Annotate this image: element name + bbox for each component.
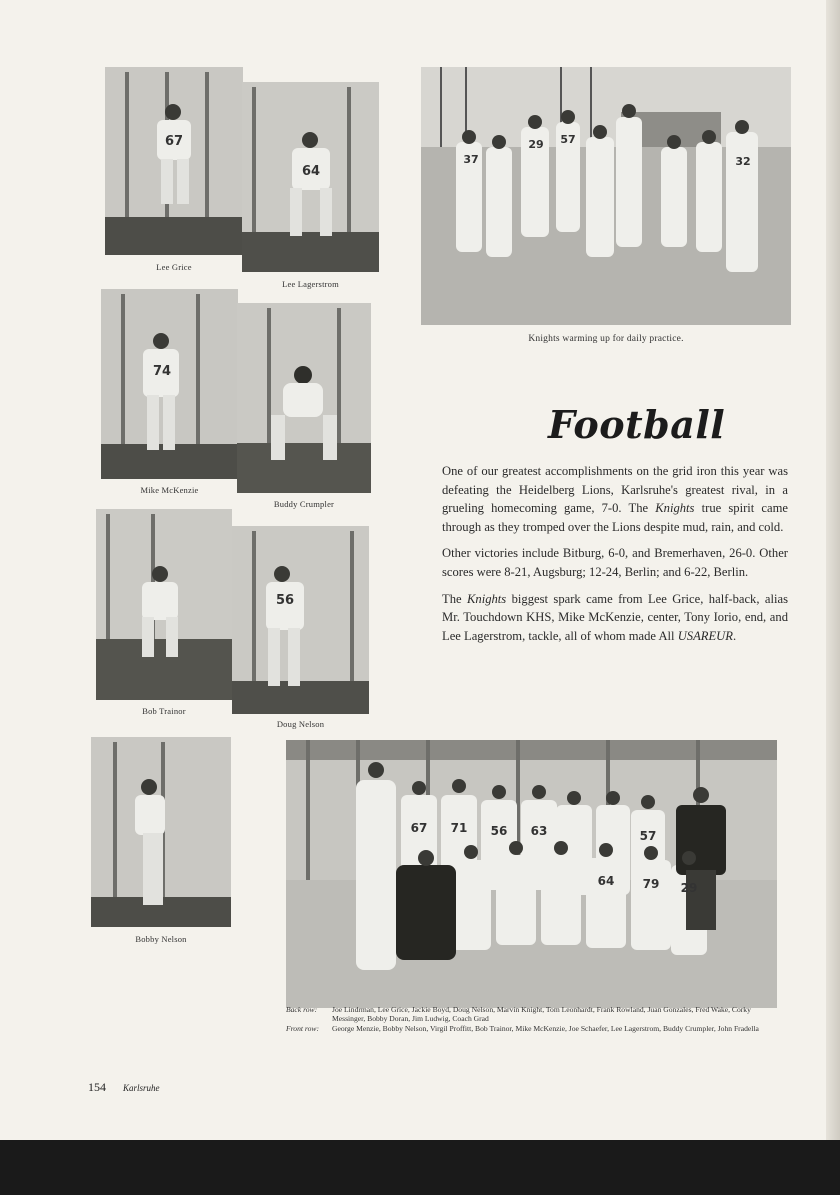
roster-front-names: George Menzie, Bobby Nelson, Virgil Proffitt, Bob Trainor, Mike McKenzie, Joe Schaefer, Lee Lagerstrom, Buddy Crumpler, John Fradella: [332, 1023, 759, 1033]
roster-front-row: [286, 1024, 766, 1033]
page-number: 154: [88, 1080, 106, 1094]
photo-buddy-crumpler: [237, 303, 371, 493]
article-title: Football: [548, 402, 726, 447]
team-roster-caption: [286, 1005, 766, 1033]
photo-knights-warmup: [421, 67, 791, 325]
player-figure: [232, 526, 369, 714]
photo-doug-nelson: [232, 526, 369, 714]
jersey-number: 79: [642, 877, 660, 891]
player-figure: [91, 737, 231, 927]
jersey-number: 32: [735, 155, 751, 168]
jersey-number: 29: [680, 881, 698, 895]
page-footer: [88, 1080, 160, 1095]
jersey-number: 64: [301, 164, 321, 179]
photo-mike-mckenzie: [101, 289, 238, 479]
jersey-number: 64: [597, 874, 615, 888]
caption-lee-grice: Lee Grice: [156, 262, 192, 272]
caption-lee-lagerstrom: Lee Lagerstrom: [282, 279, 339, 289]
roster-front-label: Front row:: [286, 1023, 319, 1033]
roster-back-row: [286, 1005, 766, 1024]
caption-knights-warmup: Knights warming up for daily practice.: [528, 334, 684, 344]
jersey-number: 67: [410, 821, 428, 835]
caption-bob-trainor: Bob Trainor: [142, 706, 186, 716]
roster-back-label: Back row:: [286, 1005, 318, 1014]
caption-buddy-crumpler: Buddy Crumpler: [273, 499, 335, 509]
roster-back-names: Joe Lindrman, Lee Grice, Jackie Boyd, Doug Nelson, Marvin Knight, Tom Leonhardt, Frank Rowland, Juan Gonzales, Fred Wake, Corky Messinger, Bobby Doran, Jim Ludwig, Coach Grad: [332, 1005, 751, 1024]
jersey-number: 56: [490, 824, 508, 838]
article-paragraph-3: The Knights biggest spark came from Lee Grice, half-back, alias Mr. Touchdown KHS, Mike McKenzie, center, Tony Iorio, end, and Lee Lagerstrom, tackle, all of whom made All USAREUR.: [442, 591, 788, 643]
player-figure: [242, 82, 379, 272]
photo-team: [286, 740, 777, 1008]
article-paragraph-1: One of our greatest accomplishments on the grid iron this year was defeating the Heidelberg Lions, Karlsruhe's greatest rival, in a grueling homecoming game, 7-0. The Knights true spirit came through as they tromped over the Lions despite mud, rain, and cold.: [442, 464, 788, 534]
footer-school-name: Karlsruhe: [123, 1083, 160, 1093]
caption-doug-nelson: Doug Nelson: [276, 719, 325, 729]
article-body: [442, 462, 788, 653]
jersey-number: 57: [639, 829, 657, 843]
jersey-number: 71: [450, 821, 468, 835]
player-figure: [105, 67, 243, 255]
player-figure: [101, 289, 238, 479]
photo-bob-trainor: [96, 509, 232, 700]
photo-lee-grice: [105, 67, 243, 255]
photo-lee-lagerstrom: [242, 82, 379, 272]
jersey-number: 67: [164, 134, 184, 149]
jersey-number: 29: [528, 138, 544, 151]
team-scene: [286, 740, 777, 1008]
player-figure: [96, 509, 232, 700]
photo-bobby-nelson: [91, 737, 231, 927]
jersey-number: 63: [530, 824, 548, 838]
jersey-number: 37: [463, 153, 479, 166]
player-figure: [237, 303, 371, 493]
page-binding-edge: [826, 0, 840, 1140]
article-paragraph-2: Other victories include Bitburg, 6-0, and Bremerhaven, 26-0. Other scores were 8-21, Augsburg; 12-24, Berlin; and 6-22, Berlin.: [442, 546, 788, 579]
warmup-scene: [421, 67, 791, 325]
jersey-number: 74: [152, 364, 172, 379]
caption-mike-mckenzie: Mike McKenzie: [140, 485, 199, 495]
jersey-number: 57: [560, 133, 576, 146]
jersey-number: 56: [275, 593, 295, 608]
caption-bobby-nelson: Bobby Nelson: [135, 934, 187, 944]
